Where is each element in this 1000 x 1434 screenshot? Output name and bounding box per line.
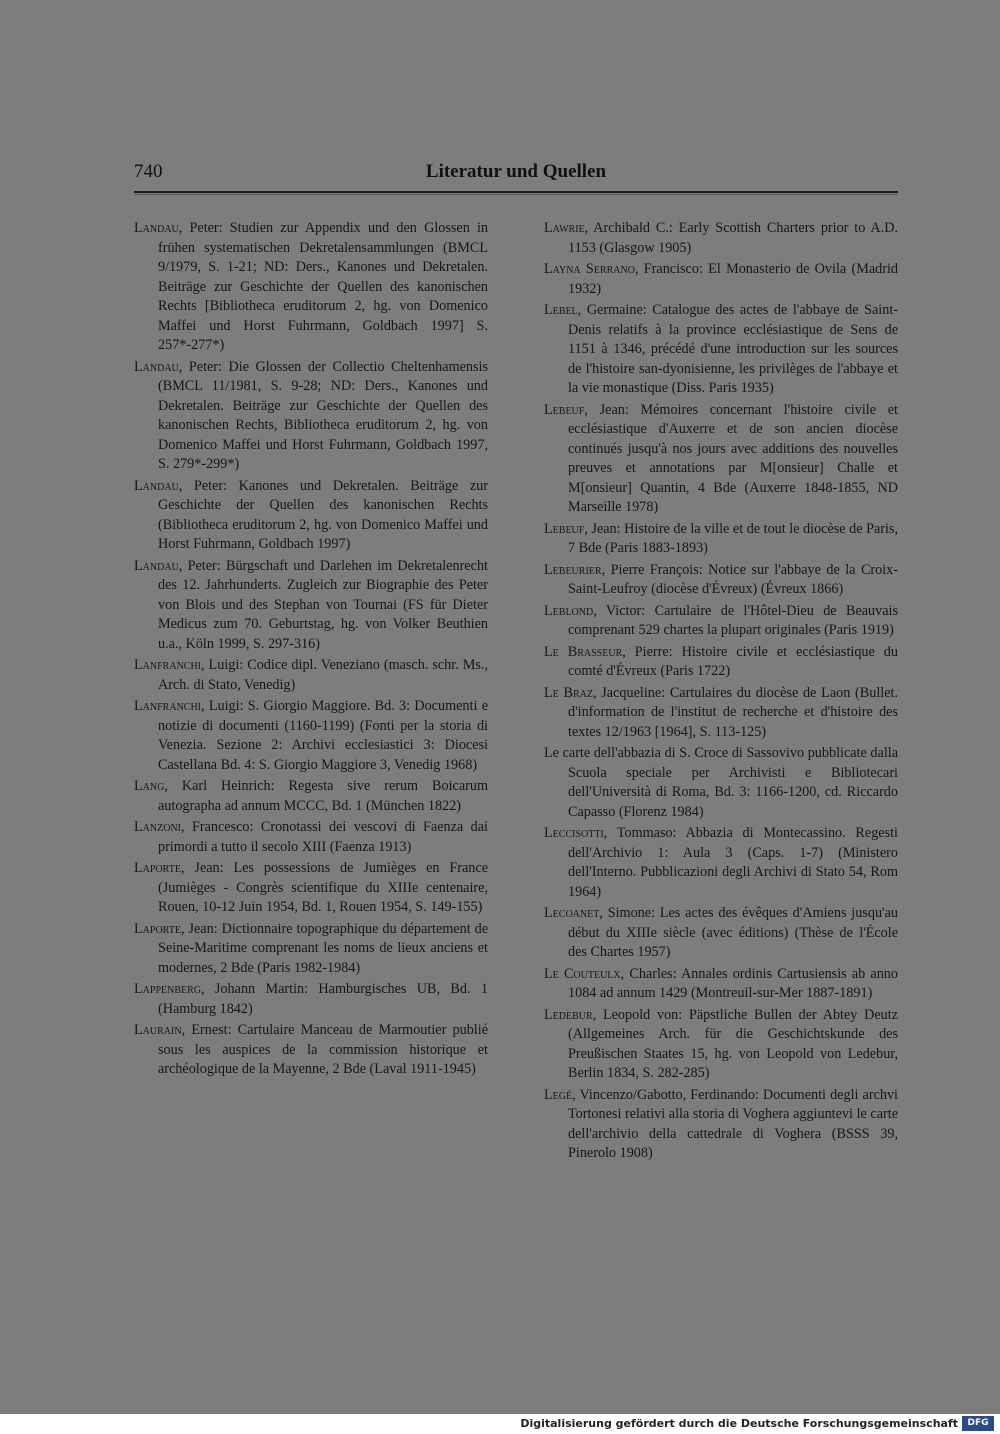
bibliography-entry bbox=[134, 920, 488, 979]
entry-text: , Vincenzo/Gabotto, Ferdinando: Documenti degli archvi Tortonesi relativi alla storia di Voghera aggiuntevi le carte dell'archivio della cattedrale di Voghera (BSSS 39, Pinerolo 1908) bbox=[568, 1086, 898, 1161]
entry-text: , Tommaso: Abbazia di Montecassino. Regesti dell'Archivio 1: Aula 3 (Caps. 1-7) (Ministero dell'Interno. Pubblicazioni degli Archivi di Stato 54, Rom 1964) bbox=[568, 825, 898, 900]
entry-author: Landau bbox=[134, 220, 179, 236]
entry-text: Le carte dell'abbazia di S. Croce di Sassovivo pubblicate dalla Scuola speciale per Archivisti e Bibliotecari dell'Università di Roma, Bd. 3: 1166-1200, cd. Riccardo Capasso (Florenz 1984) bbox=[544, 745, 898, 820]
entry-text: , Ernest: Cartulaire Manceau de Marmoutier publié sous les auspices de la commission historique et archéologique de la Mayenne, 2 Bde (Laval 1911-1945) bbox=[158, 1022, 488, 1077]
entry-author: Landau bbox=[134, 358, 179, 375]
right-column bbox=[544, 219, 898, 1166]
entry-author: Lebeuf bbox=[544, 520, 585, 537]
header-rule-shadow bbox=[134, 194, 898, 195]
bibliography-entry bbox=[544, 904, 898, 963]
bibliography-entry bbox=[134, 219, 488, 356]
entry-author: Lanzoni bbox=[134, 819, 181, 835]
entry-author: Leccisotti bbox=[544, 825, 604, 841]
entry-text: , Luigi: S. Giorgio Maggiore. Bd. 3: Documenti e notizie di documenti (1160-1199) (Fonti per la storia di Venezia. Sezione 2: Archivi ecclesiastici 3: Diocesi Castellana Bd. 4: S. Giorgio Maggiore 3, Venedig 1968) bbox=[158, 698, 488, 773]
entry-text: , Jacqueline: Cartulaires du diocèse de Laon (Bullet. d'information de l'institut de recherche et d'histoire des textes 12/1963 [1964], S. 113-125) bbox=[568, 684, 898, 740]
bibliography-entry bbox=[134, 477, 488, 555]
entry-text: , Charles: Annales ordinis Cartusiensis ab anno 1084 ad annum 1429 (Montreuil-sur-Mer 1887-1891) bbox=[568, 965, 898, 1001]
entry-author: Lecoanet bbox=[544, 905, 600, 921]
bibliography-entry bbox=[544, 744, 898, 822]
entry-text: , Simone: Les actes des évêques d'Amiens jusqu'au début du XIIIe siècle (avec éditions) (Thèse de l'École des Chartes 1957) bbox=[568, 905, 898, 960]
bibliography-entry bbox=[544, 1006, 898, 1084]
entry-author: Lebeuf bbox=[544, 401, 585, 418]
running-title: Literatur und Quellen bbox=[425, 161, 607, 182]
entry-text: , Johann Martin: Hamburgisches UB, Bd. 1 (Hamburg 1842) bbox=[158, 981, 488, 1017]
bibliography-entry bbox=[544, 260, 898, 299]
entry-author: Lebeurier bbox=[544, 561, 602, 578]
bibliography-entry bbox=[134, 697, 488, 775]
bibliography-entry bbox=[544, 401, 898, 518]
entry-author: Lanfranchi bbox=[134, 698, 202, 714]
entry-text: , Francesco: Cronotassi dei vescovi di Faenza dai primordi a tutto il secolo XIII (Faenza 1913) bbox=[158, 819, 488, 855]
bibliography-entry bbox=[544, 965, 898, 1004]
entry-text: , Leopold von: Päpstliche Bullen der Abtey Deutz (Allgemeines Arch. für die Geschichtskunde des Preußischen Staates 15, hg. von Leopold von Ledebur, Berlin 1834, S. 282-285) bbox=[568, 1006, 898, 1081]
entry-author: Leblond bbox=[544, 602, 594, 619]
bibliography-entry bbox=[544, 520, 898, 559]
entry-author: Laporte bbox=[134, 920, 181, 937]
bibliography-entry bbox=[544, 1086, 898, 1164]
entry-text: , Jean: Les possessions de Jumièges en France (Jumièges - Congrès scientifique du XIIIe centenaire, Rouen, 10-12 Juin 1954, Bd. 1, Rouen 1954, S. 149-155) bbox=[158, 860, 488, 915]
entry-author: Ledebur bbox=[544, 1006, 593, 1023]
dfg-logo: DFG bbox=[962, 1416, 994, 1431]
bibliography-entry bbox=[134, 859, 488, 918]
entry-author: Lang bbox=[134, 778, 165, 794]
entry-text: , Luigi: Codice dipl. Veneziano (masch. schr. Ms., Arch. di Stato, Venedig) bbox=[158, 657, 488, 693]
header-rule bbox=[134, 191, 898, 193]
entry-text: , Jean: Mémoires concernant l'histoire civile et ecclésiastique d'Auxerre et de son ancien diocèse continués jusqu'à nos jours avec additions des nouvelles preuves et annotations par M[onsieur] Challe et M[onsieur] Quantin, 4 Bde (Auxerre 1848-1855, ND Marseille 1978) bbox=[568, 401, 898, 515]
entry-author: Le Braz bbox=[544, 684, 593, 701]
entry-text: , Pierre François: Notice sur l'abbaye de la Croix-Saint-Leufroy (diocèse d'Évreux) (Évreux 1866) bbox=[568, 561, 898, 597]
entry-author: Le Brasseur bbox=[544, 643, 623, 660]
bibliography-entry bbox=[134, 1021, 488, 1080]
entry-text: , Jean: Histoire de la ville et de tout le diocèse de Paris, 7 Bde (Paris 1883-1893) bbox=[568, 520, 898, 556]
bibliography-entry bbox=[544, 219, 898, 258]
bibliography-entry bbox=[544, 824, 898, 902]
funding-note: Digitalisierung gefördert durch die Deutsche Forschungsgemeinschaft bbox=[520, 1417, 958, 1430]
bibliography-entry bbox=[544, 602, 898, 641]
entry-text: , Francisco: El Monasterio de Ovila (Madrid 1932) bbox=[568, 261, 898, 297]
bibliography-entry bbox=[544, 643, 898, 682]
entry-text: , Peter: Bürgschaft und Darlehen im Dekretalenrecht des 12. Jahrhunderts. Zugleich zur Biographie des Peter von Blois und des Stephan von Tournai (FS für Dieter Medicus zum 70. Geburtstag, hg. von Volker Beuthien u.a., Köln 1999, S. 297-316) bbox=[158, 557, 488, 652]
entry-author: Landau bbox=[134, 477, 179, 494]
entry-author: Legé bbox=[544, 1086, 573, 1103]
entry-author: Lebel bbox=[544, 302, 578, 318]
entry-author: Lanfranchi bbox=[134, 657, 202, 673]
entry-text: , Germaine: Catalogue des actes de l'abbaye de Saint-Denis relatifs à la province ecclésiastique de Sens de 1151 à 1346, précédé d'une introduction sur les sources de l'histoire san-dyonisienne, les privilèges de l'abbaye et la vie monastique (Diss. Paris 1935) bbox=[568, 302, 898, 396]
footer-bar bbox=[0, 1414, 1000, 1434]
entry-text: , Peter: Studien zur Appendix und den Glossen in frühen systematischen Dekretalensammlungen (BMCL 9/1979, S. 1-21; ND: Ders., Kanones und Dekretalen. Beiträge zur Geschichte der Quellen des kanonischen Rechts [Bibliotheca eruditorum 2, hg. von Domenico Maffei und Horst Fuhrmann, Goldbach 1997] S. 257*-277*) bbox=[158, 220, 488, 353]
entry-text: , Pierre: Histoire civile et ecclésiastique du comté d'Évreux (Paris 1722) bbox=[568, 643, 898, 679]
entry-text: , Archibald C.: Early Scottish Charters prior to A.D. 1153 (Glasgow 1905) bbox=[568, 220, 898, 256]
entry-text: , Peter: Kanones und Dekretalen. Beiträge zur Geschichte der Quellen des kanonischen Rechts (Bibliotheca eruditorum 2, hg. von Domenico Maffei und Horst Fuhrmann, Goldbach 1997) bbox=[158, 477, 488, 552]
bibliography-entry bbox=[134, 358, 488, 475]
entry-author: Le Couteulx bbox=[544, 965, 621, 982]
bibliography-entry bbox=[544, 684, 898, 743]
entry-text: , Peter: Die Glossen der Collectio Cheltenhamensis (BMCL 11/1981, S. 9-28; ND: Ders., Kanones und Dekretalen. Beiträge zur Geschichte der Quellen des kanonischen Rechts, Bibliotheca eruditorum 2, hg. von Domenico Maffei und Horst Fuhrmann, Goldbach 1997, S. 279*-299*) bbox=[158, 358, 488, 472]
entry-author: Lappenberg bbox=[134, 981, 202, 997]
page-header bbox=[134, 160, 898, 190]
entry-text: , Karl Heinrich: Regesta sive rerum Boicarum autographa ad annum MCCC, Bd. 1 (München 1822) bbox=[158, 778, 488, 814]
entry-text: , Victor: Cartulaire de l'Hôtel-Dieu de Beauvais comprenant 529 chartes la plupart originales (Paris 1919) bbox=[568, 602, 898, 638]
bibliography-entry bbox=[134, 557, 488, 655]
bibliography-entry bbox=[544, 301, 898, 399]
bibliography-entry bbox=[544, 561, 898, 600]
entry-text: , Jean: Dictionnaire topographique du département de Seine-Maritime comprenant les noms de lieux anciens et modernes, 2 Bde (Paris 1982-1984) bbox=[158, 920, 488, 976]
entry-author: Laporte bbox=[134, 860, 181, 876]
bibliography-entry bbox=[134, 980, 488, 1019]
entry-author: Lawrie bbox=[544, 220, 585, 236]
page-number: 740 bbox=[134, 161, 163, 182]
entry-author: Laurain bbox=[134, 1022, 182, 1038]
bibliography-entry bbox=[134, 777, 488, 816]
bibliography-entry bbox=[134, 818, 488, 857]
entry-author: Layna Serrano bbox=[544, 261, 635, 277]
entry-author: Landau bbox=[134, 557, 179, 574]
left-column bbox=[134, 219, 488, 1082]
bibliography-entry bbox=[134, 656, 488, 695]
